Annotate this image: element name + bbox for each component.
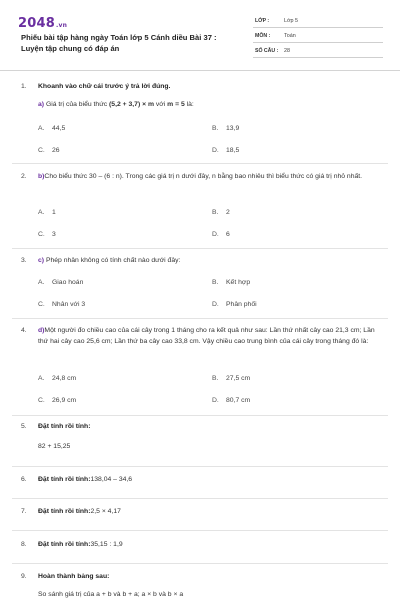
meta-count-value: 28 [284, 48, 290, 54]
option-c[interactable]: C. 26,9 cm [38, 397, 77, 404]
part-label: a) [38, 101, 45, 108]
meta-class-label: LỚP : [255, 18, 270, 24]
worksheet-header [0, 0, 400, 66]
meta-count [253, 46, 383, 58]
meta-subject-value: Toán [284, 33, 296, 39]
divider [12, 415, 388, 416]
option-c[interactable]: C. 26 [38, 147, 60, 154]
option-d[interactable]: D. Phân phối [212, 301, 257, 308]
logo-suffix: .vn [55, 22, 68, 29]
divider [12, 498, 388, 499]
question-title: Đặt tính rồi tính: [38, 423, 91, 430]
question-text: Đặt tính rồi tính:2,5 × 4,17 [38, 508, 121, 515]
question-number: 8. [21, 541, 27, 548]
meta-count-label: SỐ CÂU : [255, 48, 279, 54]
question-text: So sánh giá trị của a + b và b + a; a × b và b × a [38, 591, 184, 598]
divider [12, 466, 388, 467]
question-number: 6. [21, 476, 27, 483]
divider [12, 563, 388, 564]
part-expression: (5,2 + 3,7) × m [109, 101, 155, 108]
site-logo[interactable] [18, 15, 67, 33]
worksheet-title [21, 32, 226, 54]
option-d[interactable]: D. 6 [212, 231, 230, 238]
part-condition: m = 5 [167, 101, 185, 108]
question-text: d)Một người đo chiều cao của cái cây trong 1 tháng cho ra kết quả như sau: Lần thứ nhất cây cao 21,3 cm; Lần thứ hai cây cao 25,6 cm; Lần thứ ba cây cao 33,8 cm. Vậy chiều cao trung bình của cái cây trong tháng đó là: [38, 327, 375, 345]
question-number: 9. [21, 573, 27, 580]
divider [12, 163, 388, 164]
option-d[interactable]: D. 80,7 cm [212, 397, 251, 404]
question-number: 7. [21, 508, 27, 515]
question-title: Hoàn thành bảng sau: [38, 573, 110, 580]
option-d[interactable]: D. 18,5 [212, 147, 240, 154]
question-number: 5. [21, 423, 27, 430]
question-part [38, 100, 378, 109]
question-title: Khoanh vào chữ cái trước ý trả lời đúng. [38, 83, 171, 90]
option-a[interactable]: A. 44,5 [38, 125, 66, 132]
option-c[interactable]: C. Nhân với 3 [38, 301, 86, 308]
question-expression: 82 + 15,25 [38, 443, 71, 450]
option-b[interactable]: B. 27,5 cm [212, 375, 251, 382]
option-a[interactable]: A. 24,8 cm [38, 375, 77, 382]
worksheet-title-line1: Phiếu bài tập hàng ngày Toán lớp 5 Cánh diều Bài 37 : [21, 33, 217, 42]
worksheet-title-line2: Luyện tập chung có đáp án [21, 44, 120, 53]
option-a[interactable]: A. 1 [38, 209, 56, 216]
question-number: 2. [21, 173, 27, 180]
divider [12, 248, 388, 249]
meta-subject [253, 31, 383, 43]
question-text: c) Phép nhân không có tính chất nào dưới đây: [38, 257, 181, 264]
part-text-a: Giá trị của biểu thức [45, 101, 108, 108]
part-text-c: là: [186, 101, 194, 108]
part-text-b: với [155, 101, 166, 108]
option-b[interactable]: B. 13,9 [212, 125, 240, 132]
question-number: 1. [21, 83, 27, 90]
question-text: Đặt tính rồi tính:138,04 – 34,6 [38, 476, 133, 483]
meta-class [253, 16, 383, 28]
option-b[interactable]: B. Kết hợp [212, 279, 251, 286]
divider [12, 318, 388, 319]
question-text: b)Cho biểu thức 30 – (6 : n). Trong các giá trị n dưới đây, n bằng bao nhiêu thì biểu thức có giá trị nhỏ nhất. [38, 173, 363, 180]
question-text: Đặt tính rồi tính:35,15 : 1,9 [38, 541, 123, 548]
logo-text: 2048 [18, 16, 55, 31]
option-a[interactable]: A. Giao hoán [38, 279, 84, 286]
header-divider [0, 70, 400, 71]
option-b[interactable]: B. 2 [212, 209, 230, 216]
question-number: 3. [21, 257, 27, 264]
option-c[interactable]: C. 3 [38, 231, 56, 238]
meta-subject-label: MÔN : [255, 33, 271, 39]
meta-class-value: Lớp 5 [284, 18, 299, 24]
divider [12, 530, 388, 531]
question-number: 4. [21, 327, 27, 334]
